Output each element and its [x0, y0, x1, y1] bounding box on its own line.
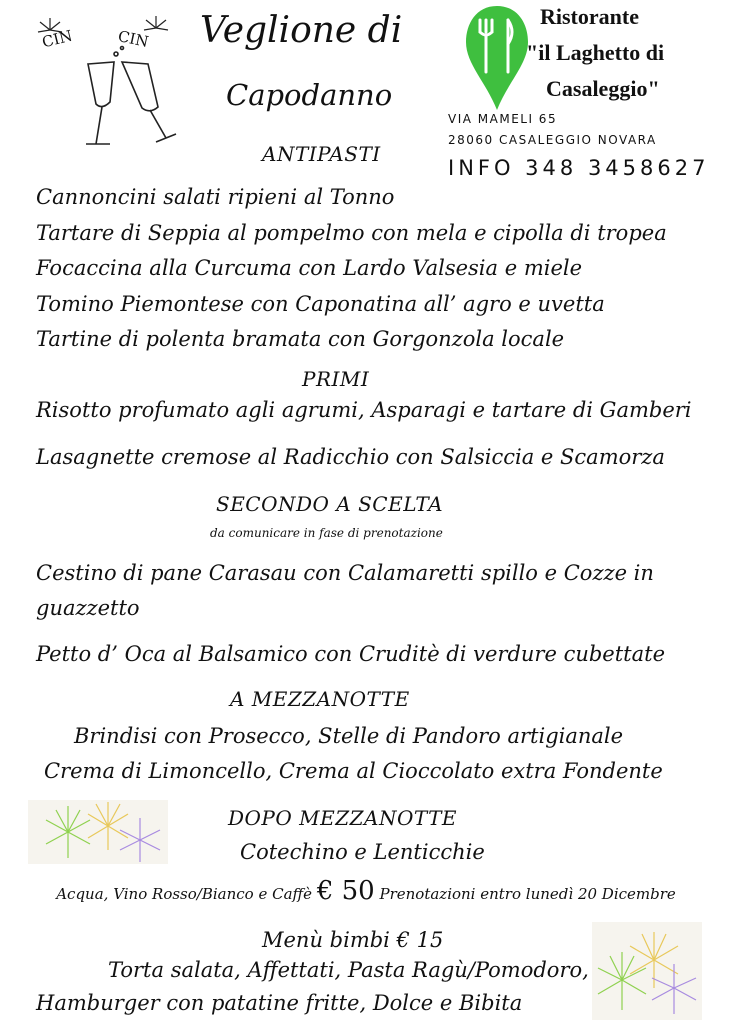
mezzanotte-item-1: Brindisi con Prosecco, Stelle di Pandoro artigianale [74, 724, 624, 748]
restaurant-name-line2: "il Laghetto di [526, 40, 665, 65]
secondo-heading: SECONDO A SCELTA [216, 492, 444, 516]
kids-menu-heading: Menù bimbi € 15 [262, 928, 444, 952]
antipasti-item-1: Cannoncini salati ripieni al Tonno [36, 185, 395, 209]
antipasti-item-5: Tartine di polenta bramata con Gorgonzola locale [36, 327, 565, 351]
fireworks-icon [28, 800, 168, 864]
secondo-item-2: Petto d’ Oca al Balsamico con Cruditè di verdure cubettate [36, 642, 665, 666]
antipasti-item-2: Tartare di Seppia al pompelmo con mela e cipolla di tropea [36, 221, 667, 245]
fireworks-icon [592, 922, 702, 1020]
dopo-item: Cotechino e Lenticchie [240, 840, 485, 864]
restaurant-name-line1: Ristorante [540, 4, 639, 29]
restaurant-name-line3: Casaleggio" [546, 76, 660, 101]
kids-menu-line1: Torta salata, Affettati, Pasta Ragù/Pomodoro, [108, 958, 589, 982]
price-line [0, 876, 732, 906]
mezzanotte-item-2: Crema di Limoncello, Crema al Cioccolato extra Fondente [44, 759, 663, 783]
antipasti-item-3: Focaccina alla Curcuma con Lardo Valsesia e miele [36, 256, 583, 280]
address-city: 28060 CASALEGGIO NOVARA [448, 133, 657, 147]
dopo-heading: DOPO MEZZANOTTE [228, 806, 458, 830]
antipasti-item-4: Tomino Piemontese con Caponatina all’ agro e uvetta [36, 292, 605, 316]
primi-item-1: Risotto profumato agli agrumi, Asparagi e tartare di Gamberi [36, 398, 692, 422]
secondo-note: da comunicare in fase di prenotazione [210, 526, 443, 540]
antipasti-heading: ANTIPASTI [262, 142, 381, 166]
address-street: VIA MAMELI 65 [448, 112, 558, 126]
event-title: Veglione di [200, 10, 403, 51]
cin-label-left: CIN [40, 26, 75, 52]
secondo-item-1-line2: guazzetto [36, 596, 140, 620]
info-phone: INFO 348 3458627 [448, 156, 710, 180]
drinks-included: Acqua, Vino Rosso/Bianco e Caffè [56, 885, 313, 903]
kids-menu-line2: Hamburger con patatine fritte, Dolce e Bibita [36, 991, 523, 1015]
mezzanotte-heading: A MEZZANOTTE [230, 687, 410, 711]
secondo-item-1-line1: Cestino di pane Carasau con Calamaretti spillo e Cozze in [36, 561, 654, 585]
primi-item-2: Lasagnette cremose al Radicchio con Salsiccia e Scamorza [36, 445, 665, 469]
reservation-deadline: Prenotazioni entro lunedì 20 Dicembre [379, 885, 676, 903]
primi-heading: PRIMI [302, 367, 370, 391]
event-subtitle: Capodanno [226, 78, 393, 112]
cin-label-right: CIN [116, 27, 151, 51]
price-amount: € 50 [316, 876, 375, 906]
restaurant-logo-icon [462, 2, 532, 114]
